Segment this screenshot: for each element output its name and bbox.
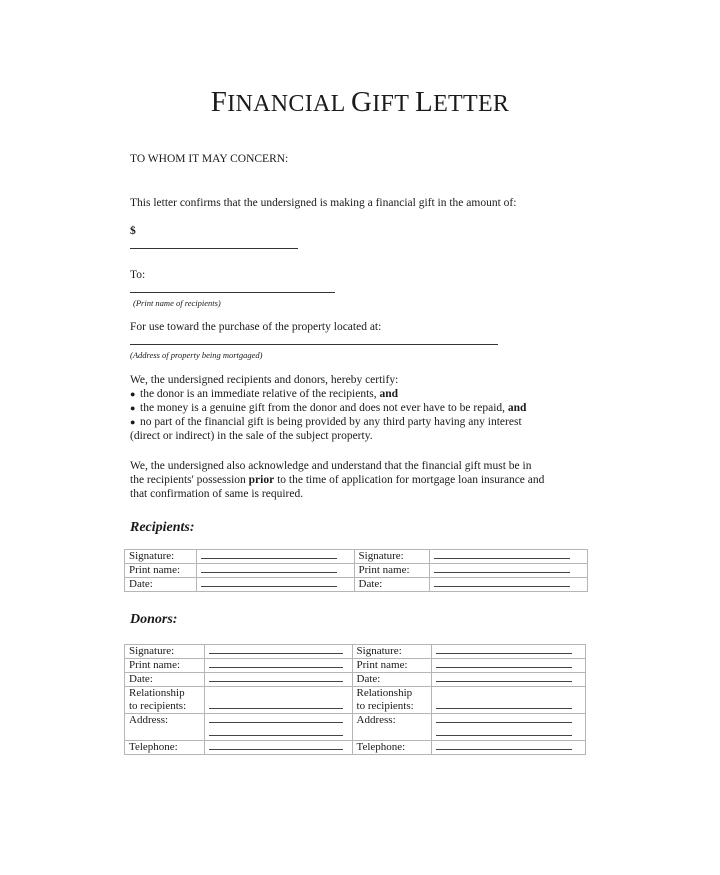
telephone-field[interactable]	[432, 741, 586, 755]
print-name-label: Print name:	[354, 564, 430, 578]
print-name-field[interactable]	[430, 564, 588, 578]
address-label: Address:	[352, 714, 432, 741]
table-row	[125, 645, 586, 659]
date-field[interactable]	[432, 673, 586, 687]
address-field[interactable]	[204, 714, 352, 741]
recipients-caption: (Print name of recipients)	[133, 298, 221, 308]
certify-bullet-3-cont: (direct or indirect) in the sale of the subject property.	[130, 430, 373, 442]
print-name-label: Print name:	[125, 564, 197, 578]
intro-text: This letter confirms that the undersigned is making a financial gift in the amount of:	[130, 197, 517, 209]
certify-bullet-2: ● the money is a genuine gift from the donor and does not ever have to be repaid, and	[130, 402, 527, 414]
address-caption: (Address of property being mortgaged)	[130, 350, 263, 360]
dollar-sign: $	[130, 225, 136, 237]
signature-field[interactable]	[204, 645, 352, 659]
print-name-field[interactable]	[432, 659, 586, 673]
telephone-label: Telephone:	[125, 741, 205, 755]
signature-field[interactable]	[430, 550, 588, 564]
relationship-field[interactable]	[432, 687, 586, 714]
table-row	[125, 687, 586, 714]
table-row	[125, 741, 586, 755]
print-name-field[interactable]	[196, 564, 354, 578]
donors-heading: Donors:	[130, 612, 178, 627]
page-title: FINANCIAL GIFT LETTER	[210, 86, 510, 118]
table-row	[125, 659, 586, 673]
date-field[interactable]	[196, 578, 354, 592]
acknowledge-line-3: that confirmation of same is required.	[130, 488, 304, 500]
signature-field[interactable]	[432, 645, 586, 659]
date-label: Date:	[125, 578, 197, 592]
amount-line[interactable]	[130, 248, 298, 249]
table-row	[125, 673, 586, 687]
salutation: TO WHOM IT MAY CONCERN:	[130, 153, 289, 165]
table-row	[125, 578, 588, 592]
signature-label: Signature:	[354, 550, 430, 564]
certify-bullet-1: ● the donor is an immediate relative of the recipients, and	[130, 388, 399, 400]
print-name-label: Print name:	[352, 659, 432, 673]
table-row	[125, 714, 586, 741]
date-field[interactable]	[204, 673, 352, 687]
date-label: Date:	[352, 673, 432, 687]
relationship-label: Relationship to recipients:	[125, 687, 205, 714]
relationship-field[interactable]	[204, 687, 352, 714]
signature-label: Signature:	[352, 645, 432, 659]
recipient-name-line[interactable]	[130, 292, 335, 293]
print-name-label: Print name:	[125, 659, 205, 673]
signature-field[interactable]	[196, 550, 354, 564]
recipients-heading: Recipients:	[130, 520, 195, 535]
telephone-field[interactable]	[204, 741, 352, 755]
date-label: Date:	[354, 578, 430, 592]
telephone-label: Telephone:	[352, 741, 432, 755]
print-name-field[interactable]	[204, 659, 352, 673]
address-field[interactable]	[432, 714, 586, 741]
property-address-line[interactable]	[130, 344, 498, 345]
certify-lead: We, the undersigned recipients and donors, hereby certify:	[130, 374, 399, 386]
relationship-label: Relationship to recipients:	[352, 687, 432, 714]
table-row	[125, 550, 588, 564]
purchase-text: For use toward the purchase of the property located at:	[130, 321, 382, 333]
acknowledge-line-1: We, the undersigned also acknowledge and understand that the financial gift must be in	[130, 460, 532, 472]
table-row	[125, 564, 588, 578]
signature-label: Signature:	[125, 645, 205, 659]
date-field[interactable]	[430, 578, 588, 592]
date-label: Date:	[125, 673, 205, 687]
recipients-table	[124, 549, 588, 592]
certify-bullet-3: ● no part of the financial gift is being provided by any third party having any interest	[130, 416, 522, 428]
donors-table	[124, 644, 586, 755]
acknowledge-line-2: the recipients' possession prior to the time of application for mortgage loan insurance and	[130, 474, 545, 486]
to-label: To:	[130, 269, 146, 281]
address-label: Address:	[125, 714, 205, 741]
signature-label: Signature:	[125, 550, 197, 564]
